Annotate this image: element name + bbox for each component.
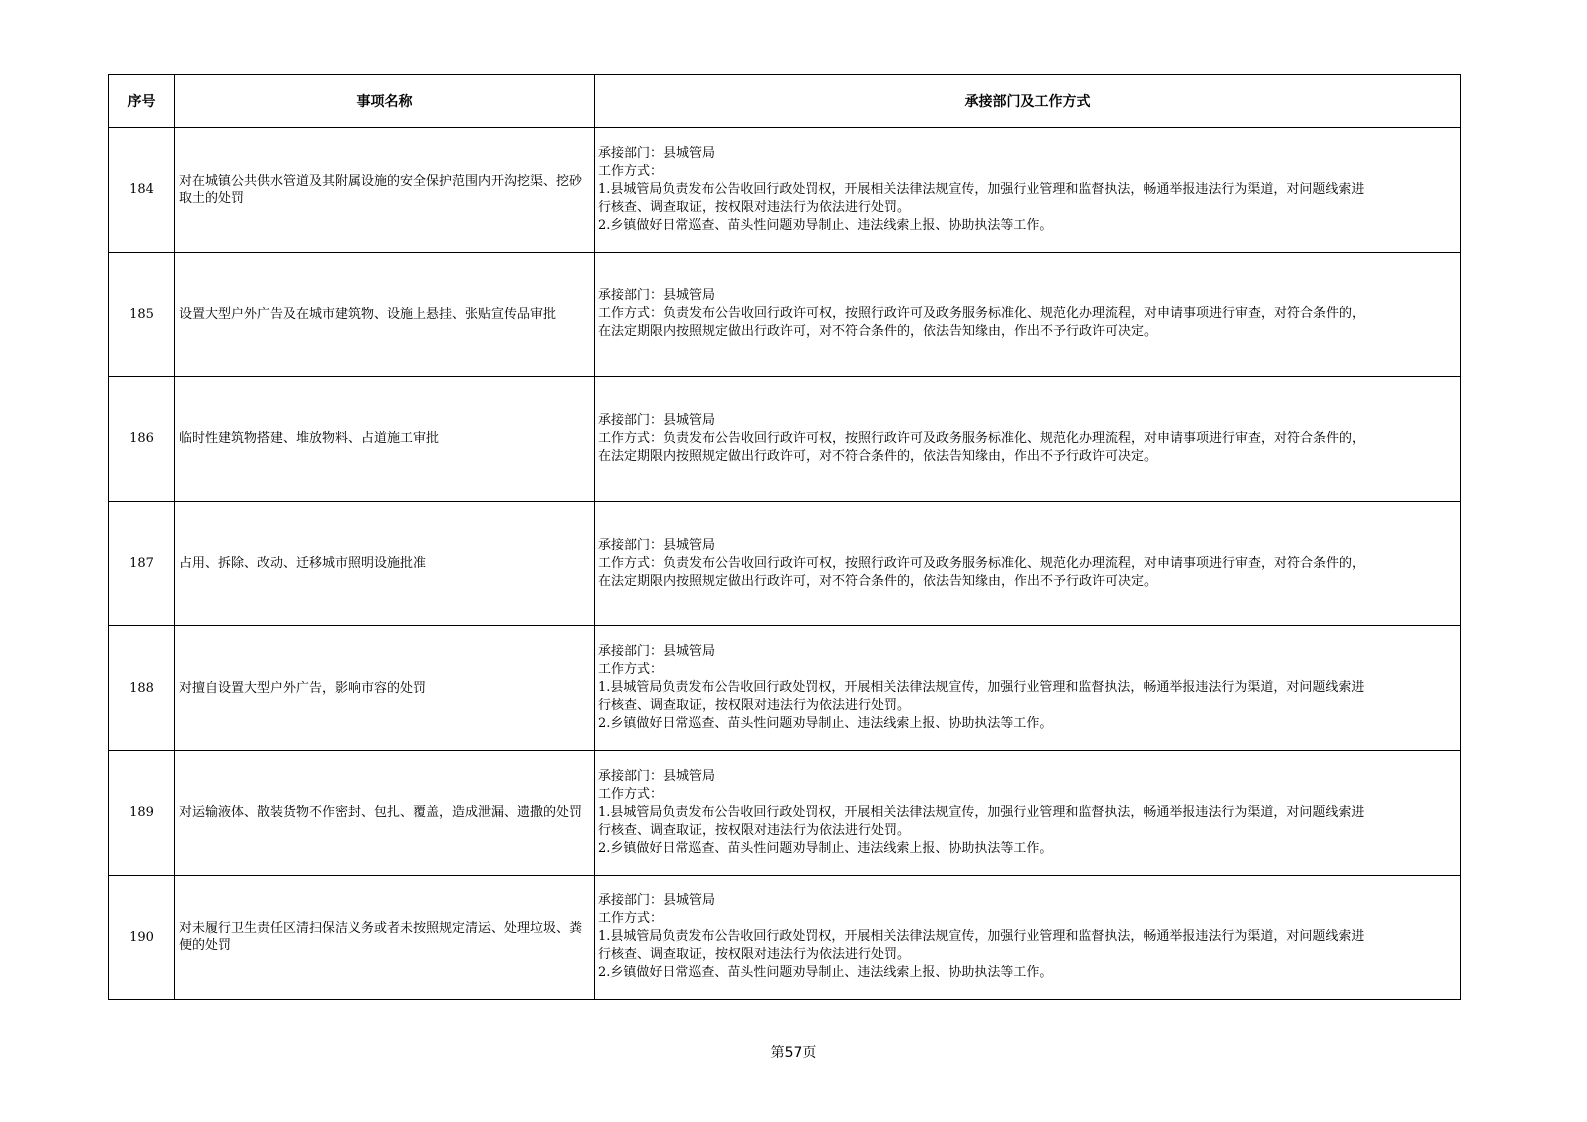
- table-row: [109, 252, 1461, 377]
- dept-line: 2.乡镇做好日常巡查、苗头性问题劝导制止、违法线索上报、协助执法等工作。: [598, 217, 1053, 233]
- dept-line: 2.乡镇做好日常巡查、苗头性问题劝导制止、违法线索上报、协助执法等工作。: [598, 965, 1053, 981]
- dept-line: 工作方式：: [598, 662, 664, 678]
- dept-line: 承接部门：县城管局: [598, 145, 716, 161]
- dept-line: 工作方式：: [598, 163, 664, 179]
- dept-line: 工作方式：负责发布公告收回行政许可权，按照行政许可及政务服务标准化、规范化办理流程，对申请事项进行审查，对符合条件的，: [598, 306, 1366, 322]
- item-name: 对运输液体、散装货物不作密封、包扎、覆盖，造成泄漏、遗撒的处罚: [175, 750, 595, 875]
- header-name: 事项名称: [175, 75, 595, 128]
- dept-line: 2.乡镇做好日常巡查、苗头性问题劝导制止、违法线索上报、协助执法等工作。: [598, 716, 1053, 732]
- item-name: 临时性建筑物搭建、堆放物料、占道施工审批: [175, 377, 595, 502]
- dept-line: 2.乡镇做好日常巡查、苗头性问题劝导制止、违法线索上报、协助执法等工作。: [598, 840, 1053, 856]
- dept-line: 承接部门：县城管局: [598, 288, 716, 304]
- row-number: 186: [109, 377, 175, 502]
- item-name: 设置大型户外广告及在城市建筑物、设施上悬挂、张贴宣传品审批: [175, 252, 595, 377]
- dept-line: 在法定期限内按照规定做出行政许可，对不符合条件的，依法告知缘由，作出不予行政许可决定。: [598, 573, 1158, 589]
- row-number: 188: [109, 626, 175, 751]
- item-name: 对未履行卫生责任区清扫保洁义务或者未按照规定清运、处理垃圾、粪便的处罚: [175, 875, 595, 1000]
- header-no: 序号: [109, 75, 175, 128]
- item-name: 对擅自设置大型户外广告，影响市容的处罚: [175, 626, 595, 751]
- row-number: 190: [109, 875, 175, 1000]
- header-dept: 承接部门及工作方式: [595, 75, 1461, 128]
- dept-line: 工作方式：: [598, 786, 664, 802]
- dept-and-method: [595, 128, 1461, 253]
- dept-line: 承接部门：县城管局: [598, 893, 716, 909]
- dept-line: 工作方式：负责发布公告收回行政许可权，按照行政许可及政务服务标准化、规范化办理流程，对申请事项进行审查，对符合条件的，: [598, 430, 1366, 446]
- table-row: [109, 128, 1461, 253]
- dept-line: 行核查、调查取证，按权限对违法行为依法进行处罚。: [598, 947, 911, 963]
- row-number: 189: [109, 750, 175, 875]
- items-table: [108, 74, 1461, 1000]
- dept-and-method: [595, 626, 1461, 751]
- dept-line: 工作方式：负责发布公告收回行政许可权，按照行政许可及政务服务标准化、规范化办理流程，对申请事项进行审查，对符合条件的，: [598, 555, 1366, 571]
- dept-line: 1.县城管局负责发布公告收回行政处罚权，开展相关法律法规宣传，加强行业管理和监督执法，畅通举报违法行为渠道，对问题线索进: [598, 680, 1365, 696]
- table-row: [109, 875, 1461, 1000]
- dept-line: 工作方式：: [598, 911, 664, 927]
- dept-line: 在法定期限内按照规定做出行政许可，对不符合条件的，依法告知缘由，作出不予行政许可决定。: [598, 448, 1158, 464]
- table-row: [109, 750, 1461, 875]
- row-number: 187: [109, 501, 175, 626]
- dept-line: 行核查、调查取证，按权限对违法行为依法进行处罚。: [598, 698, 911, 714]
- dept-line: 在法定期限内按照规定做出行政许可，对不符合条件的，依法告知缘由，作出不予行政许可决定。: [598, 324, 1158, 340]
- dept-line: 承接部门：县城管局: [598, 768, 716, 784]
- dept-line: 1.县城管局负责发布公告收回行政处罚权，开展相关法律法规宣传，加强行业管理和监督执法，畅通举报违法行为渠道，对问题线索进: [598, 929, 1365, 945]
- table-row: [109, 626, 1461, 751]
- dept-and-method: [595, 377, 1461, 502]
- dept-line: 行核查、调查取证，按权限对违法行为依法进行处罚。: [598, 822, 911, 838]
- table-row: [109, 377, 1461, 502]
- dept-line: 承接部门：县城管局: [598, 412, 716, 428]
- item-name: 占用、拆除、改动、迁移城市照明设施批准: [175, 501, 595, 626]
- dept-line: 1.县城管局负责发布公告收回行政处罚权，开展相关法律法规宣传，加强行业管理和监督执法，畅通举报违法行为渠道，对问题线索进: [598, 181, 1365, 197]
- table-header: [109, 75, 1461, 128]
- dept-and-method: [595, 750, 1461, 875]
- row-number: 184: [109, 128, 175, 253]
- item-name: 对在城镇公共供水管道及其附属设施的安全保护范围内开沟挖渠、挖砂取土的处罚: [175, 128, 595, 253]
- dept-line: 1.县城管局负责发布公告收回行政处罚权，开展相关法律法规宣传，加强行业管理和监督执法，畅通举报违法行为渠道，对问题线索进: [598, 804, 1365, 820]
- dept-line: 承接部门：县城管局: [598, 537, 716, 553]
- dept-and-method: [595, 875, 1461, 1000]
- dept-line: 承接部门：县城管局: [598, 644, 716, 660]
- row-number: 185: [109, 252, 175, 377]
- dept-and-method: [595, 252, 1461, 377]
- dept-and-method: [595, 501, 1461, 626]
- table-body: [109, 128, 1461, 1000]
- dept-line: 行核查、调查取证，按权限对违法行为依法进行处罚。: [598, 199, 911, 215]
- table-row: [109, 501, 1461, 626]
- header-row: [109, 75, 1461, 128]
- page-number: 第57页: [770, 1045, 817, 1061]
